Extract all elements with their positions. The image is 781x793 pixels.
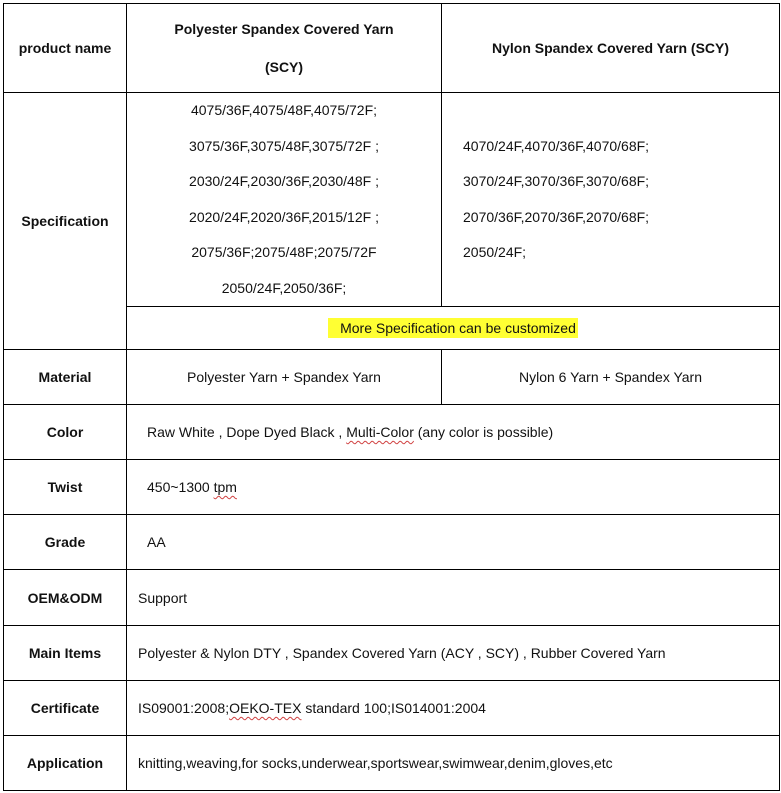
spec-item: 2050/24F,2050/36F; — [221, 279, 347, 296]
spec-item: 2050/24F; — [463, 244, 527, 260]
certificate-label: Certificate — [4, 681, 127, 736]
twist-row — [4, 460, 780, 515]
spec-item: 2030/24F,2030/36F,2030/48F ; — [189, 173, 379, 189]
grade-row — [4, 515, 780, 570]
certificate-value-text: standard 100;IS014001:2004 — [301, 700, 486, 716]
material-row — [4, 350, 780, 405]
material-product-1: Polyester Yarn + Spandex Yarn — [127, 350, 442, 405]
specification-note-cell — [127, 307, 780, 350]
oem-odm-label: OEM&ODM — [4, 570, 127, 626]
product-1-spec-list — [127, 93, 442, 307]
spellcheck-marked-word: Multi-Color — [346, 424, 414, 440]
main-items-value: Polyester & Nylon DTY , Spandex Covered Yarn (ACY , SCY) , Rubber Covered Yarn — [127, 626, 780, 681]
twist-value-text: 450~1300 — [147, 479, 214, 495]
certificate-value — [127, 681, 780, 736]
spec-item: 2070/36F,2070/36F,2070/68F; — [463, 208, 650, 225]
application-row — [4, 736, 780, 791]
twist-value — [127, 460, 780, 515]
spec-item: 3075/36F,3075/48F,3075/72F ; — [189, 137, 379, 154]
product-1-name-line2: (SCY) — [264, 59, 304, 75]
specification-note: More Specification can be customized — [328, 318, 578, 338]
material-product-2: Nylon 6 Yarn + Spandex Yarn — [442, 350, 780, 405]
oem-odm-row — [4, 570, 780, 626]
color-value-text: Raw White , Dope Dyed Black , — [147, 424, 347, 440]
certificate-value-text: IS09001:2008; — [138, 700, 230, 716]
product-2-name: Nylon Spandex Covered Yarn (SCY) — [442, 4, 780, 93]
color-value — [127, 405, 780, 460]
oem-odm-value: Support — [127, 570, 780, 626]
certificate-row — [4, 681, 780, 736]
product-2-spec-list — [442, 93, 780, 307]
application-value: knitting,weaving,for socks,underwear,sportswear,swimwear,denim,gloves,etc — [127, 736, 780, 791]
main-items-row — [4, 626, 780, 681]
grade-label: Grade — [4, 515, 127, 570]
spellcheck-marked-word: tpm — [213, 479, 237, 495]
main-items-label: Main Items — [4, 626, 127, 681]
spec-item: 2020/24F,2020/36F,2015/12F ; — [189, 208, 379, 225]
twist-label: Twist — [4, 460, 127, 515]
spellcheck-marked-word: OEKO-TEX — [229, 700, 302, 716]
application-label: Application — [4, 736, 127, 791]
product-spec-table — [3, 3, 780, 791]
color-value-text: (any color is possible) — [413, 424, 554, 440]
material-label: Material — [4, 350, 127, 405]
product-1-name — [127, 4, 442, 93]
product-name-label: product name — [4, 4, 127, 93]
specification-row — [4, 93, 780, 307]
spec-item: 3070/24F,3070/36F,3070/68F; — [463, 173, 650, 189]
spec-item: 2075/36F;2075/48F;2075/72F — [191, 244, 377, 260]
color-label: Color — [4, 405, 127, 460]
product-1-name-line1: Polyester Spandex Covered Yarn — [174, 21, 394, 37]
spec-item: 4070/24F,4070/36F,4070/68F; — [463, 137, 650, 154]
specification-label: Specification — [4, 93, 127, 350]
header-row — [4, 4, 780, 93]
color-row — [4, 405, 780, 460]
spec-item: 4075/36F,4075/48F,4075/72F; — [190, 102, 378, 118]
grade-value: AA — [127, 515, 780, 570]
